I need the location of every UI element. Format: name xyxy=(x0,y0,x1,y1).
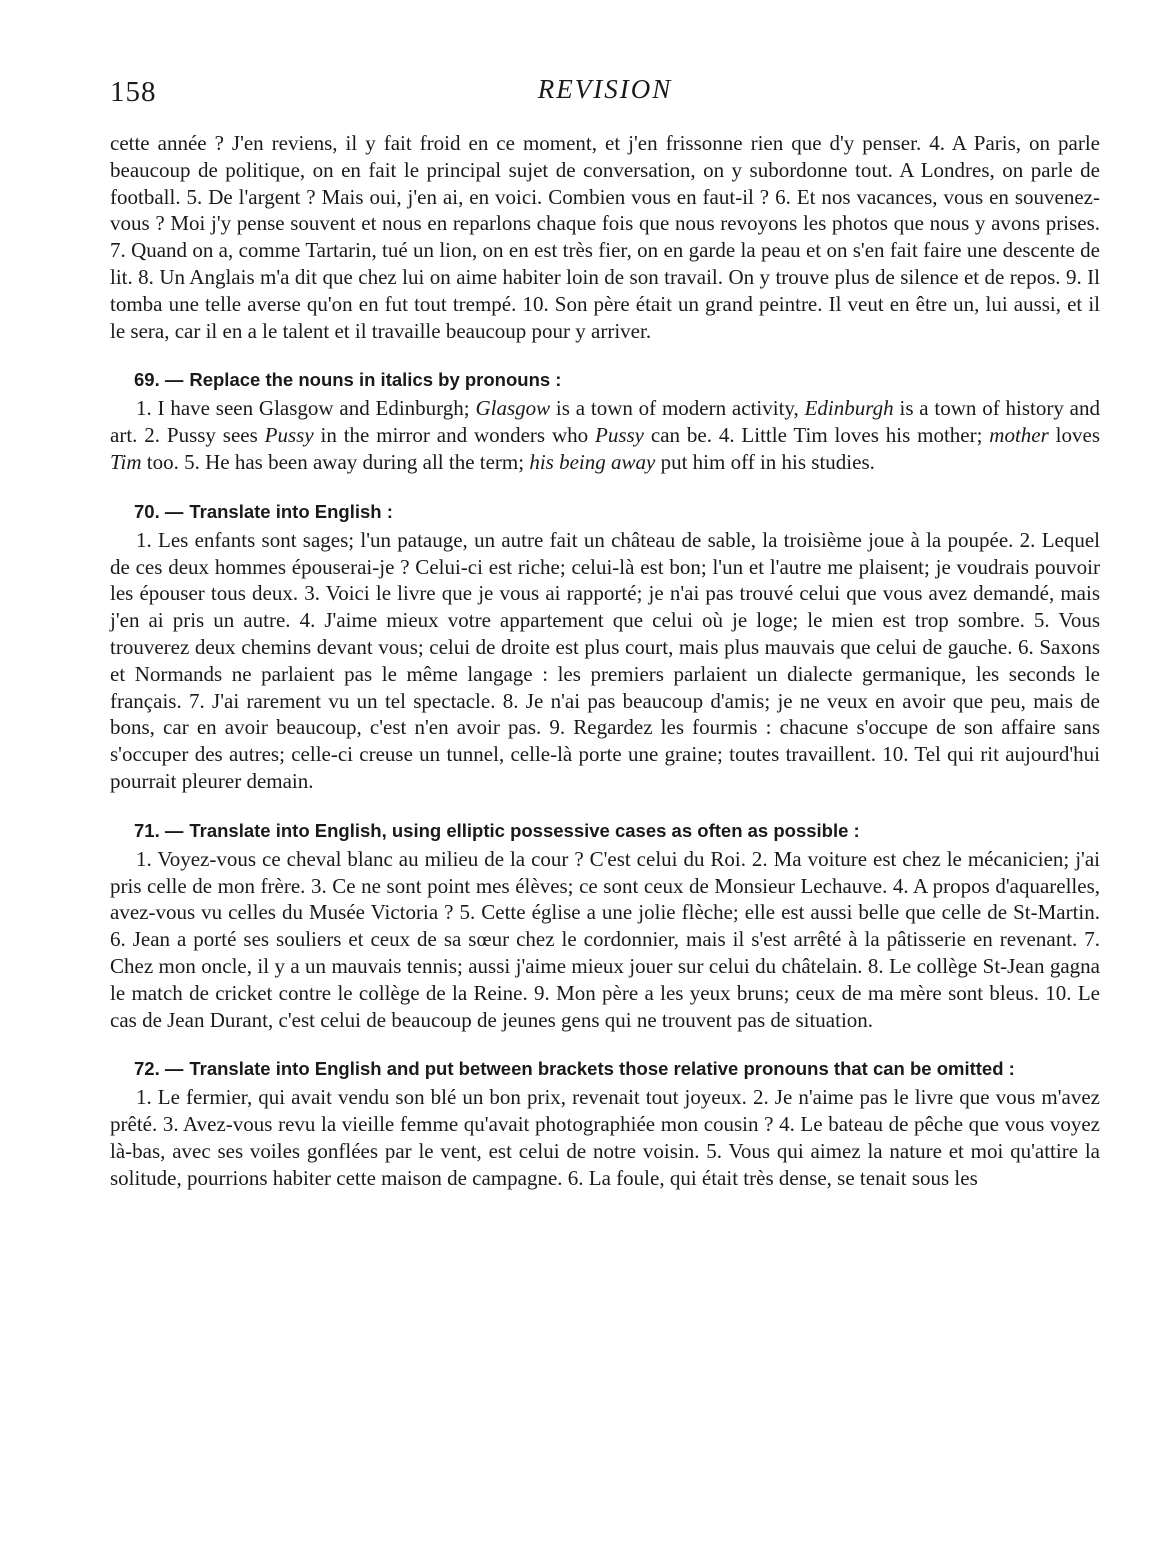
italic-noun: mother xyxy=(989,423,1049,448)
exercise-72-number: 72. — xyxy=(134,1058,184,1080)
italic-noun: Pussy xyxy=(264,423,314,448)
text-run: is a town of history and art. 2. Pussy sees xyxy=(110,396,1100,448)
exercise-70-number: 70. — xyxy=(134,500,184,522)
page-body xyxy=(110,130,1100,1192)
text-run: is a town of modern activity, xyxy=(550,396,805,421)
exercise-70-text: 1. Les enfants sont sages; l'un patauge, un autre fait un château de sable, la troisième joue à la poupée. 2. Lequel de ces deux hommes épouserai-je ? Celui-ci est riche; celui-là est bon; l'un et l'autre me plaisent; je voudrais pouvoir les épouser tous deux. 3. Voici le livre que je vous ai rapporté; je n'ai pas trouvé celui que vous avez demandé, mais j'en ai pris un autre. 4. J'aime mieux votre appartement que celui où je loge; le mien est trop sombre. 5. Vous trouverez deux chemins devant vous; celui de droite est plus court, mais plus mauvais que celui de gauche. 6. Saxons et Normands ne parlaient pas le même langage : les premiers parlaient un dialecte germanique, les seconds le français. 7. J'ai rarement vu un tel spectacle. 8. Je n'ai pas beaucoup d'amis; je ne veux en avoir que peu, mais de bons, car en avoir beaucoup, c'est n'en avoir pas. 9. Regardez les fourmis : chacune s'occupe de son affaire sans s'occuper des autres; celle-ci creuse un tunnel, celle-là porte une graine; toutes travaillent. 10. Tel qui rit aujourd'hui pourrait pleurer demain. xyxy=(110,527,1100,793)
text-run: loves xyxy=(1048,423,1100,448)
exercise-72-text: 1. Le fermier, qui avait vendu son blé un bon prix, revenait tout joyeux. 2. Je n'aime pas le livre que vous m'avez prêté. 3. Avez-vous revu la vieille femme qu'avait photographiée mon cousin ? 4. Le bateau de pêche que vous voyez là-bas, avec ses voiles gonflées par le vent, est celui de notre voisin. 5. Vous qui aimez la nature et moi qu'attire la solitude, pourrions habiter cette maison de campagne. 6. La foule, qui était très dense, se tenait sous les xyxy=(110,1085,1100,1190)
exercise-69-text xyxy=(110,395,1100,475)
text-run: 1. I have seen Glasgow and Edinburgh; xyxy=(136,396,476,421)
italic-noun: Edinburgh xyxy=(804,396,894,421)
exercise-70-heading xyxy=(110,498,1100,525)
running-head xyxy=(110,72,1100,112)
continuation-paragraph: cette année ? J'en reviens, il y fait froid en ce moment, et j'en frissonne rien que d'y penser. 4. A Paris, on parle beaucoup de politique, on en fait le principal sujet de conversation, on y subordonne tout. A Londres, on parle de football. 5. De l'argent ? Mais oui, j'en ai, en voici. Combien vous en faut-il ? 6. Et nos vacances, vous en souvenez-vous ? Moi j'y pense souvent et nous en reparlons chaque fois que nous revoyons les photos que nous y avons prises. 7. Quand on a, comme Tartarin, tué un lion, on en est très fier, on en garde la peau et on s'en fait faire une descente de lit. 8. Un Anglais m'a dit que chez lui on aime habiter loin de son travail. On y trouve plus de silence et de repos. 9. Il tomba une telle averse qu'on en fut tout trempé. 10. Son père était un grand peintre. Il veut en être un, lui aussi, et il le sera, car il en a le talent et il travaille beaucoup pour y arriver. xyxy=(110,131,1100,343)
running-title: REVISION xyxy=(537,74,673,104)
exercise-69-number: 69. — xyxy=(134,369,184,391)
exercise-69-heading xyxy=(110,366,1100,393)
exercise-72-heading xyxy=(110,1055,1100,1082)
exercise-72-title: Translate into English and put between brackets those relative pronouns that can be omitted : xyxy=(189,1058,1015,1080)
text-run: can be. 4. Little Tim loves his mother; xyxy=(644,423,990,448)
exercise-71-number: 71. — xyxy=(134,819,184,841)
italic-noun: Tim xyxy=(110,449,142,474)
text-run: put him off in his studies. xyxy=(655,449,875,474)
italic-noun: Glasgow xyxy=(475,396,551,421)
text-run: too. 5. He has been away during all the term; xyxy=(141,449,530,474)
italic-noun: Pussy xyxy=(595,423,644,448)
exercise-69-title: Replace the nouns in italics by pronouns : xyxy=(189,369,562,391)
exercise-71-heading xyxy=(110,817,1100,844)
text-run: in the mirror and wonders who xyxy=(313,423,595,448)
page-number: 158 xyxy=(110,76,157,108)
exercise-71-title: Translate into English, using elliptic possessive cases as often as possible : xyxy=(189,819,860,841)
italic-noun: his being away xyxy=(529,449,656,474)
exercise-71-text: 1. Voyez-vous ce cheval blanc au milieu de la cour ? C'est celui du Roi. 2. Ma voiture est chez le mécanicien; j'ai pris celle de mon frère. 3. Ce ne sont point mes élèves; ce sont ceux de Monsieur Lechauve. 4. A propos d'aquarelles, avez-vous vu celles du Musée Victoria ? 5. Cette église a une jolie flèche; elle est aussi belle que celle de St-Martin. 6. Jean a porté ses souliers et ceux de sa sœur chez le cordonnier, mais il s'est arrêté à la pâtisserie en revenant. 7. Chez mon oncle, il y a un mauvais tennis; aussi j'aime mieux jouer sur celui du châtelain. 8. Le collège St-Jean gagna le match de cricket contre le collège de la Reine. 9. Mon père a les yeux bruns; ceux de ma mère sont bleus. 10. Le cas de Jean Durant, c'est celui de beaucoup de jeunes gens qui ne trouvent pas de situation. xyxy=(110,846,1100,1032)
exercise-70-title: Translate into English : xyxy=(189,500,393,522)
